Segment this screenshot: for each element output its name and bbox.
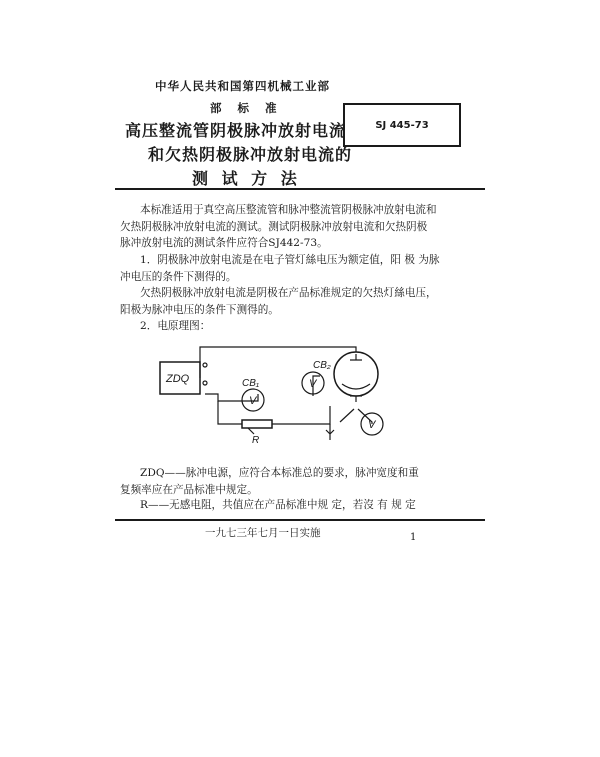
wires [200,347,372,434]
item-3-heading: 2．电原理图： [140,320,211,332]
bottom-rule [115,519,485,521]
item-2-line-1: 欠热阴极脉冲放射电流是阴极在产品标准规定的欠热灯絲电压， [140,287,437,299]
resistor-label: R [252,435,260,446]
item-1-paragraph [120,252,490,285]
caption-zdq-line-1: ZDQ——脉冲电源，应符合本标准总的要求，脉冲宽度和重 [140,467,419,479]
ministry-name: 中华人民共和国第四机械工业部 [155,79,330,93]
intro-line-2: 欠热阴极脉冲放射电流的测试。测试阴极脉冲放射电流和欠热阴极 [120,220,428,233]
title-line-1: 高压整流管阴极脉冲放射电流 [125,121,347,140]
title-line-2: 和欠热阴极脉冲放射电流的 [148,145,353,164]
caption-zdq [120,465,419,498]
item-1-line-1: 1．阴极脉冲放射电流是在电子管灯絲电压为额定值，阳 极 为脉 [140,254,440,266]
tube-cathode [342,384,370,389]
item-1-line-2: 冲电压的条件下测得的。 [120,270,237,283]
intro-paragraph [120,202,490,252]
tube-anode [350,354,362,360]
effective-date: 一九七三年七月一日实施 [205,527,321,539]
source-terminal-top [203,363,207,367]
caption-zdq-line-2: 复频率应在产品标准中规定。 [120,483,258,496]
pulse-source-label: ZDQ [166,373,190,385]
title-line-3: 测 试 方 法 [192,169,301,188]
cb2-label: CB₂ [313,360,331,371]
standard-type: 部 标 准 [210,101,283,115]
intro-line-1: 本标准适用于真空高压整流管和脉冲整流管阴极脉冲放射电流和 [140,204,437,216]
voltmeter-filament-v: V [368,419,376,431]
intro-line-3: 脉冲放射电流的测试条件应符合SJ442-73。 [120,237,328,249]
cb1-label: CB₁ [242,378,260,389]
voltmeter-cb1-v: V [249,395,257,407]
item-2-line-2: 阳极为脉冲电压的条件下测得的。 [120,303,279,316]
page-number: 1 [410,532,417,543]
top-rule [115,188,485,190]
source-terminal-bottom [203,381,207,385]
resistor-tap [248,428,254,434]
standard-code-box [343,103,461,147]
voltmeter-cb2-v: V [309,378,317,390]
circuit-diagram [150,336,410,454]
caption-r: R——无感电阻，共值应在产品标准中规 定，若沒 有 规 定 [140,499,416,511]
item-2-paragraph [120,285,490,318]
standard-code: SJ 445-73 [375,119,429,131]
resistor-r-icon [242,420,272,428]
